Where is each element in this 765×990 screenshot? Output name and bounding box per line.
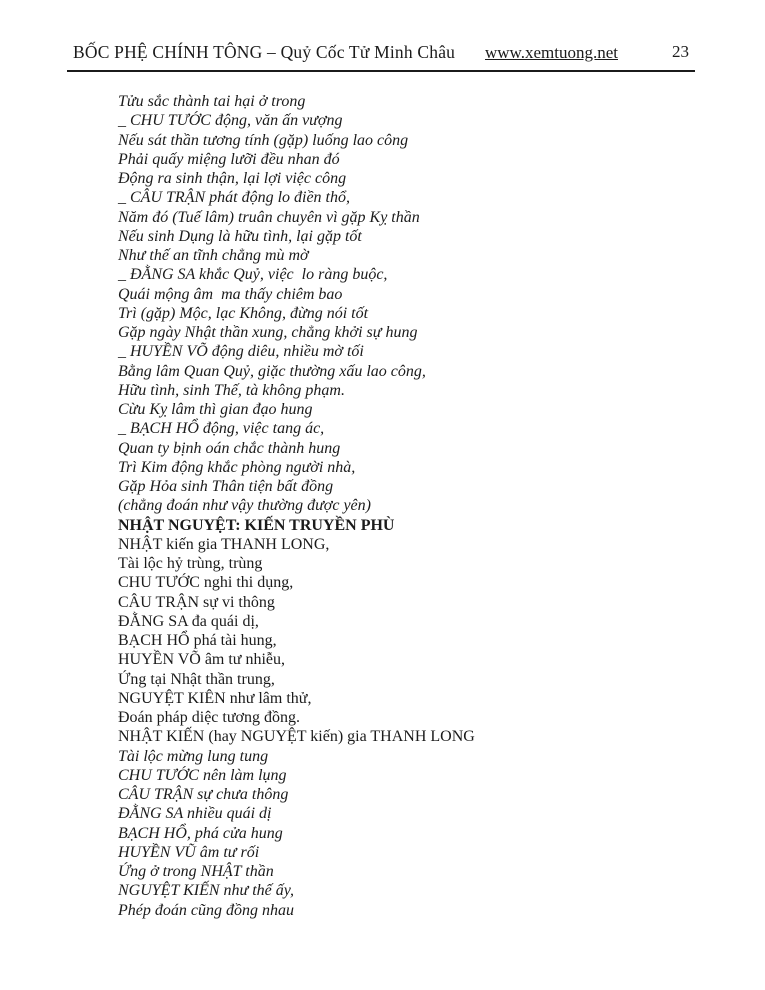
text-line: Trì Kim động khắc phòng người nhà, — [118, 458, 356, 476]
text-line: Tài lộc mừng lung tung — [118, 747, 269, 765]
text-line: Nếu sinh Dụng là hữu tình, lại gặp tốt — [118, 227, 362, 245]
text-line: ĐẰNG SA nhiều quái dị — [118, 805, 272, 823]
page-number: 23 — [672, 42, 689, 61]
text-line: CÂU TRẬN sự chưa thông — [118, 786, 289, 803]
text-line: HUYỀN VÕ âm tư nhiễu, — [118, 651, 286, 669]
text-line: _ BẠCH HỔ động, việc tang ác, — [118, 420, 325, 438]
text-line: CHU TƯỚC nghi thi dụng, — [118, 574, 294, 592]
text-line: Tửu sắc thành tai hại ở trong — [118, 93, 306, 110]
text-line: _ ĐẰNG SA khắc Quỷ, việc lo ràng buộc, — [118, 266, 388, 284]
header-divider — [67, 70, 695, 72]
text-line: Động ra sinh thận, lại lợi việc công — [118, 170, 347, 187]
text-line: _ CÂU TRẬN phát động lo điền thổ, — [118, 189, 350, 207]
text-line: Gặp Hỏa sinh Thân tiện bất đồng — [118, 478, 334, 495]
page-header-title: BỐC PHỆ CHÍNH TÔNG – Quỷ Cốc Tử Minh Châu — [73, 42, 456, 62]
text-line: CHU TƯỚC nên làm lụng — [118, 766, 287, 784]
text-line: _ HUYỀN VÕ động diêu, nhiều mờ tối — [118, 343, 364, 361]
text-line: ĐẰNG SA đa quái dị, — [118, 612, 259, 630]
text-line: Trì (gặp) Mộc, lạc Không, đừng nói tốt — [118, 304, 369, 322]
text-line: _ CHU TƯỚC động, văn ấn vượng — [118, 112, 343, 130]
text-line: Ứng tại Nhật thần trung, — [118, 670, 275, 688]
text-line: Nếu sát thần tương tính (gặp) luống lao công — [118, 131, 409, 149]
text-line: HUYỀN VŨ âm tư rối — [118, 843, 260, 861]
text-line: (chẳng đoán như vậy thường được yên) — [118, 497, 371, 515]
text-line: Hữu tình, sinh Thế, tà không phạm. — [118, 381, 345, 399]
text-line: Năm đó (Tuế lâm) truân chuyên vì gặp Kỵ thần — [118, 208, 420, 226]
text-line: BẠCH HỔ, phá cửa hung — [118, 824, 283, 842]
website-link[interactable]: www.xemtuong.net — [485, 43, 618, 62]
text-line: Quan ty bịnh oán chắc thành hung — [118, 439, 341, 457]
text-line: NHẬT kiến gia THANH LONG, — [118, 535, 330, 553]
text-line: Như thế an tĩnh chẳng mù mờ — [118, 247, 309, 264]
text-line: NGUYỆT KIÊN như lâm thử, — [118, 689, 312, 707]
text-line: BẠCH HỔ phá tài hung, — [118, 632, 277, 649]
body-text — [118, 92, 718, 920]
text-line: Quái mộng âm ma thấy chiêm bao — [118, 285, 343, 303]
text-line: Phải quấy miệng lưỡi đều nhan đó — [118, 150, 340, 168]
text-line: Đoán pháp diệc tương đồng. — [118, 709, 300, 726]
text-line: Tài lộc hỷ trùng, trùng — [118, 555, 263, 572]
text-line: Ứng ở trong NHẬT thần — [118, 863, 274, 880]
text-line: Bằng lâm Quan Quỷ, giặc thường xấu lao công, — [118, 362, 426, 380]
text-line: Phép đoán cũng đồng nhau — [118, 901, 294, 919]
text-line: Gặp ngày Nhật thần xung, chẳng khởi sự hung — [118, 324, 418, 341]
text-line: CÂU TRẬN sự vi thông — [118, 593, 275, 611]
text-line: Cừu Kỵ lâm thì gian đạo hung — [118, 401, 313, 418]
text-line: NGUYỆT KIẾN như thế ấy, — [118, 882, 294, 900]
text-line: NHẬT NGUYỆT: KIẾN TRUYỀN PHÙ — [118, 516, 395, 534]
text-line: NHẬT KIẾN (hay NGUYỆT kiến) gia THANH LONG — [118, 728, 475, 746]
